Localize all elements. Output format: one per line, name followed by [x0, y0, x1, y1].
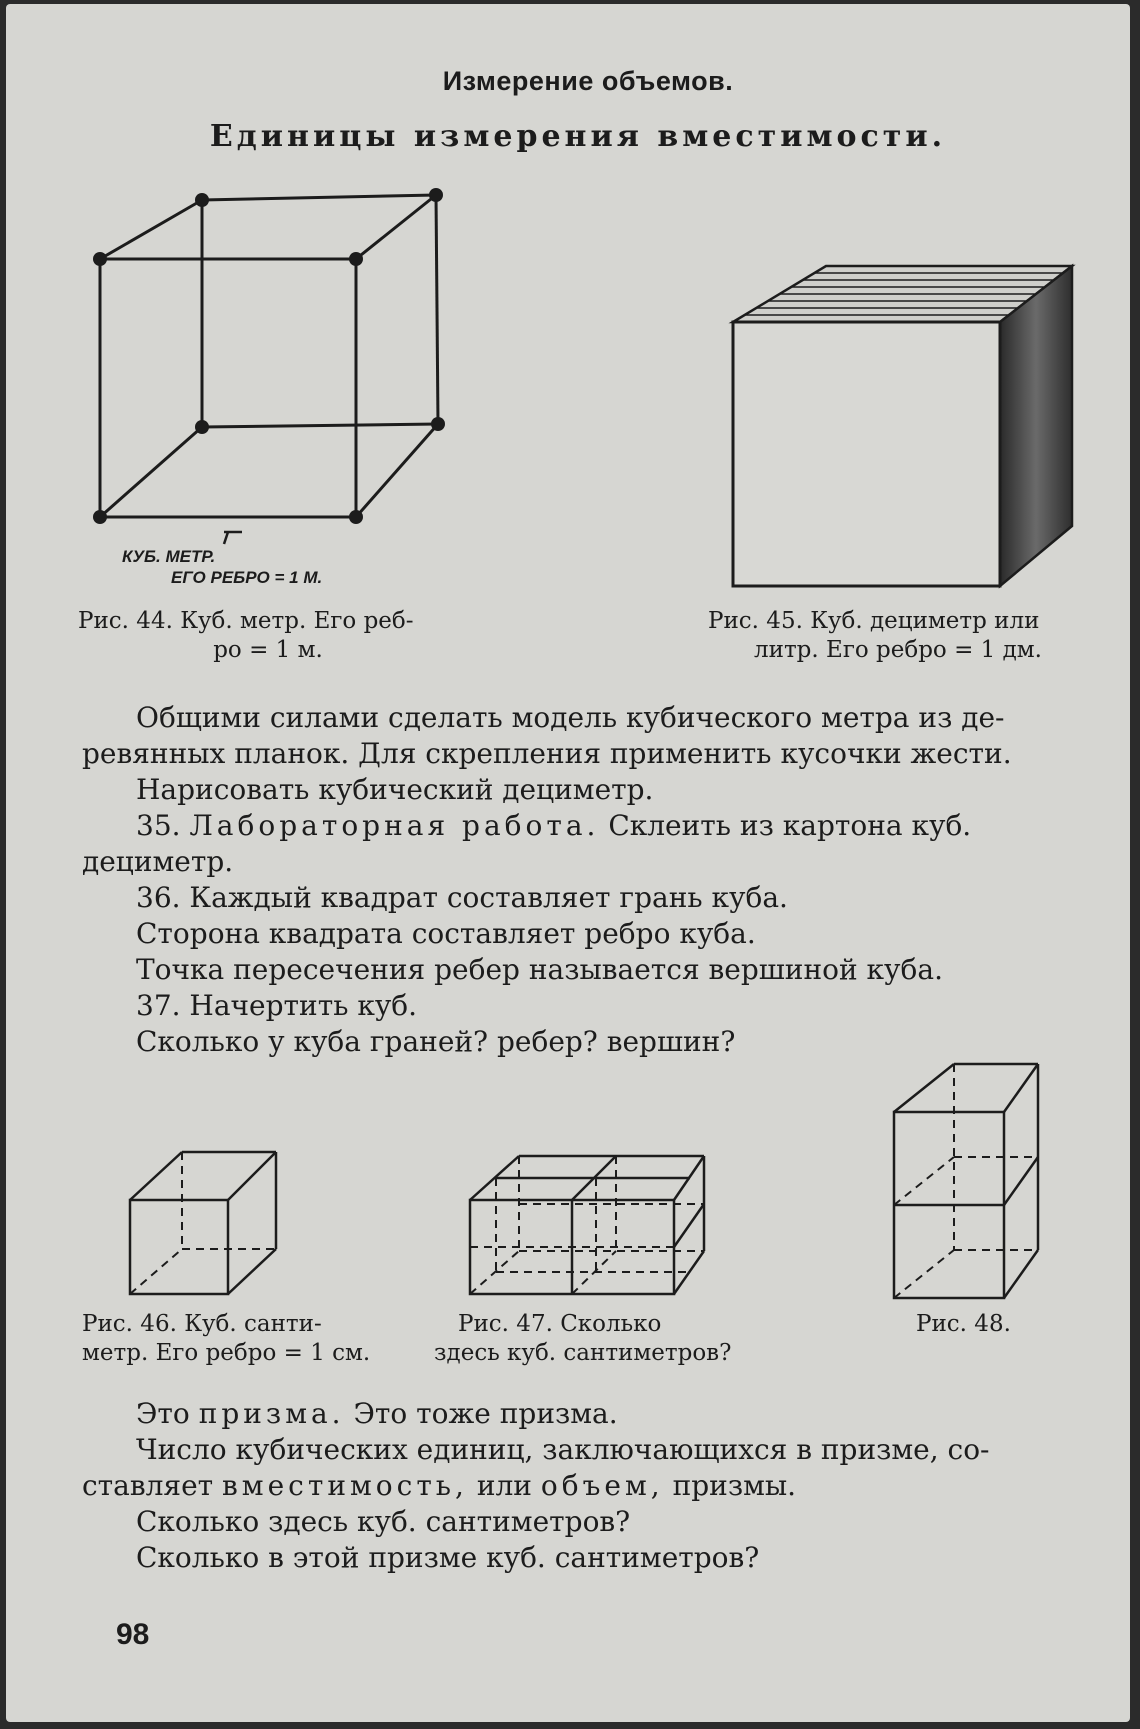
figure-47-caption-line1: Рис. 47. Сколько — [458, 1311, 662, 1337]
bottom-text-block — [82, 1396, 1092, 1576]
bottom-line-5: Сколько в этой призме куб. сантиметров? — [136, 1541, 760, 1574]
figure-46-caption — [82, 1310, 412, 1368]
paragraph-4: 36. Каждый квадрат составляет грань куба. — [136, 881, 788, 914]
paragraph-3-rest: Склеить из картона куб. — [608, 809, 972, 842]
bottom-line-3-a: ставляет — [82, 1469, 214, 1502]
figure-48-caption: Рис. 48. — [916, 1311, 1011, 1337]
bottom-line-2: Число кубических единиц, заключающихся в призме, со- — [136, 1433, 990, 1466]
figure-47-caption-line2: здесь куб. сантиметров? — [434, 1340, 732, 1366]
paragraph-8: Сколько у куба граней? ребер? вершин? — [136, 1025, 736, 1058]
exercise-35-number: 35. — [136, 809, 181, 842]
figure-44-caption-line1: Рис. 44. Куб. метр. Его реб- — [78, 608, 414, 634]
page-heading: Измерение объемов. — [442, 66, 734, 96]
figure-46-caption-line1: Рис. 46. Куб. санти- — [82, 1311, 322, 1337]
figure-47-block — [470, 1156, 704, 1294]
figure-44-caption-line2: ро = 1 м. — [213, 637, 323, 663]
paragraph-3-line2: дециметр. — [82, 845, 234, 878]
bottom-line-1 — [82, 1396, 1092, 1432]
bottom-line-3 — [82, 1468, 1092, 1504]
paragraph-5: Сторона квадрата составляет ребро куба. — [136, 917, 756, 950]
page-number: 98 — [116, 1618, 150, 1651]
paragraph-1-line1: Общими силами сделать модель кубического метра из де- — [136, 701, 1005, 734]
paragraph-1-line2: ревянных планок. Для скрепления применить кусочки жести. — [82, 737, 1012, 770]
paragraph-2: Нарисовать кубический дециметр. — [136, 773, 654, 806]
bottom-line-3-b: или — [476, 1469, 532, 1502]
figure-45-caption-line2: литр. Его ребро = 1 дм. — [754, 637, 1042, 663]
paragraph-7: 37. Начертить куб. — [136, 989, 418, 1022]
figure-44-hand-label-2: ЕГО РЕБРО = 1 М. — [171, 568, 323, 587]
bottom-line-3-c: призмы. — [672, 1469, 797, 1502]
volume-term: объем, — [540, 1469, 664, 1502]
figure-48-prism — [894, 1064, 1038, 1298]
capacity-term: вместимость, — [222, 1469, 468, 1502]
lab-work-label: Лабораторная работа. — [189, 809, 600, 842]
book-page — [6, 4, 1130, 1722]
paragraph-6: Точка пересечения ребер называется вершиной куба. — [136, 953, 943, 986]
figure-46-cube — [130, 1152, 276, 1294]
figure-47-caption — [434, 1310, 764, 1368]
figure-44-hand-label-1: КУБ. МЕТР. — [122, 547, 216, 566]
prism-term: призма. — [198, 1397, 345, 1430]
bottom-line-4: Сколько здесь куб. сантиметров? — [136, 1505, 631, 1538]
bottom-line-1-b: Это тоже призма. — [353, 1397, 618, 1430]
page-subheading: Единицы измерения вместимости. — [209, 119, 947, 154]
figure-45-caption-line1: Рис. 45. Куб. дециметр или — [708, 608, 1040, 634]
bottom-line-1-a: Это — [136, 1397, 190, 1430]
figure-46-caption-line2: метр. Его ребро = 1 см. — [82, 1340, 371, 1366]
